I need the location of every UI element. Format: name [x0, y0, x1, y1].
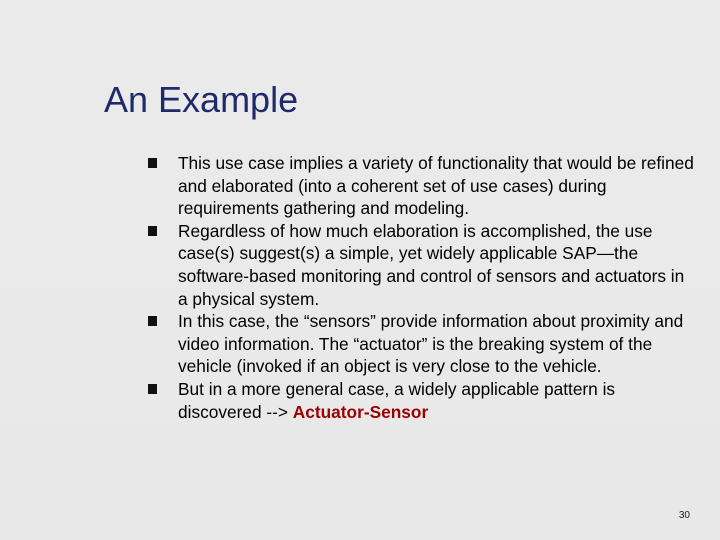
- bullet-item-2: [146, 220, 696, 310]
- bullet-text: But in a more general case, a widely applicable pattern is discovered -->: [178, 378, 616, 422]
- bullet-text: Regardless of how much elaboration is accomplished, the use case(s) suggest(s) a simple, yet widely applicable SAP—the software-based monitoring and control of sensors and actuators in a physical system.: [178, 220, 685, 309]
- bullet-item-4: [146, 378, 696, 423]
- square-bullet-icon: [148, 158, 157, 168]
- bullet-text: In this case, the “sensors” provide information about proximity and video information. The “actuator” is the breaking system of the vehicle (invoked if an object is very close to the vehicle.: [178, 311, 684, 377]
- bullet-list: [146, 152, 696, 423]
- emphasis-term: Actuator-Sensor: [292, 401, 429, 422]
- slide-title: An Example: [104, 79, 299, 120]
- square-bullet-icon: [148, 316, 157, 326]
- bullet-item-3: [146, 310, 696, 378]
- bullet-text: This use case implies a variety of functionality that would be refined and elaborated (into a coherent set of use cases) during requirements gathering and modeling.: [178, 153, 694, 219]
- square-bullet-icon: [148, 226, 157, 236]
- bullet-item-1: [146, 152, 696, 220]
- page-number: 30: [678, 510, 690, 521]
- square-bullet-icon: [148, 384, 157, 394]
